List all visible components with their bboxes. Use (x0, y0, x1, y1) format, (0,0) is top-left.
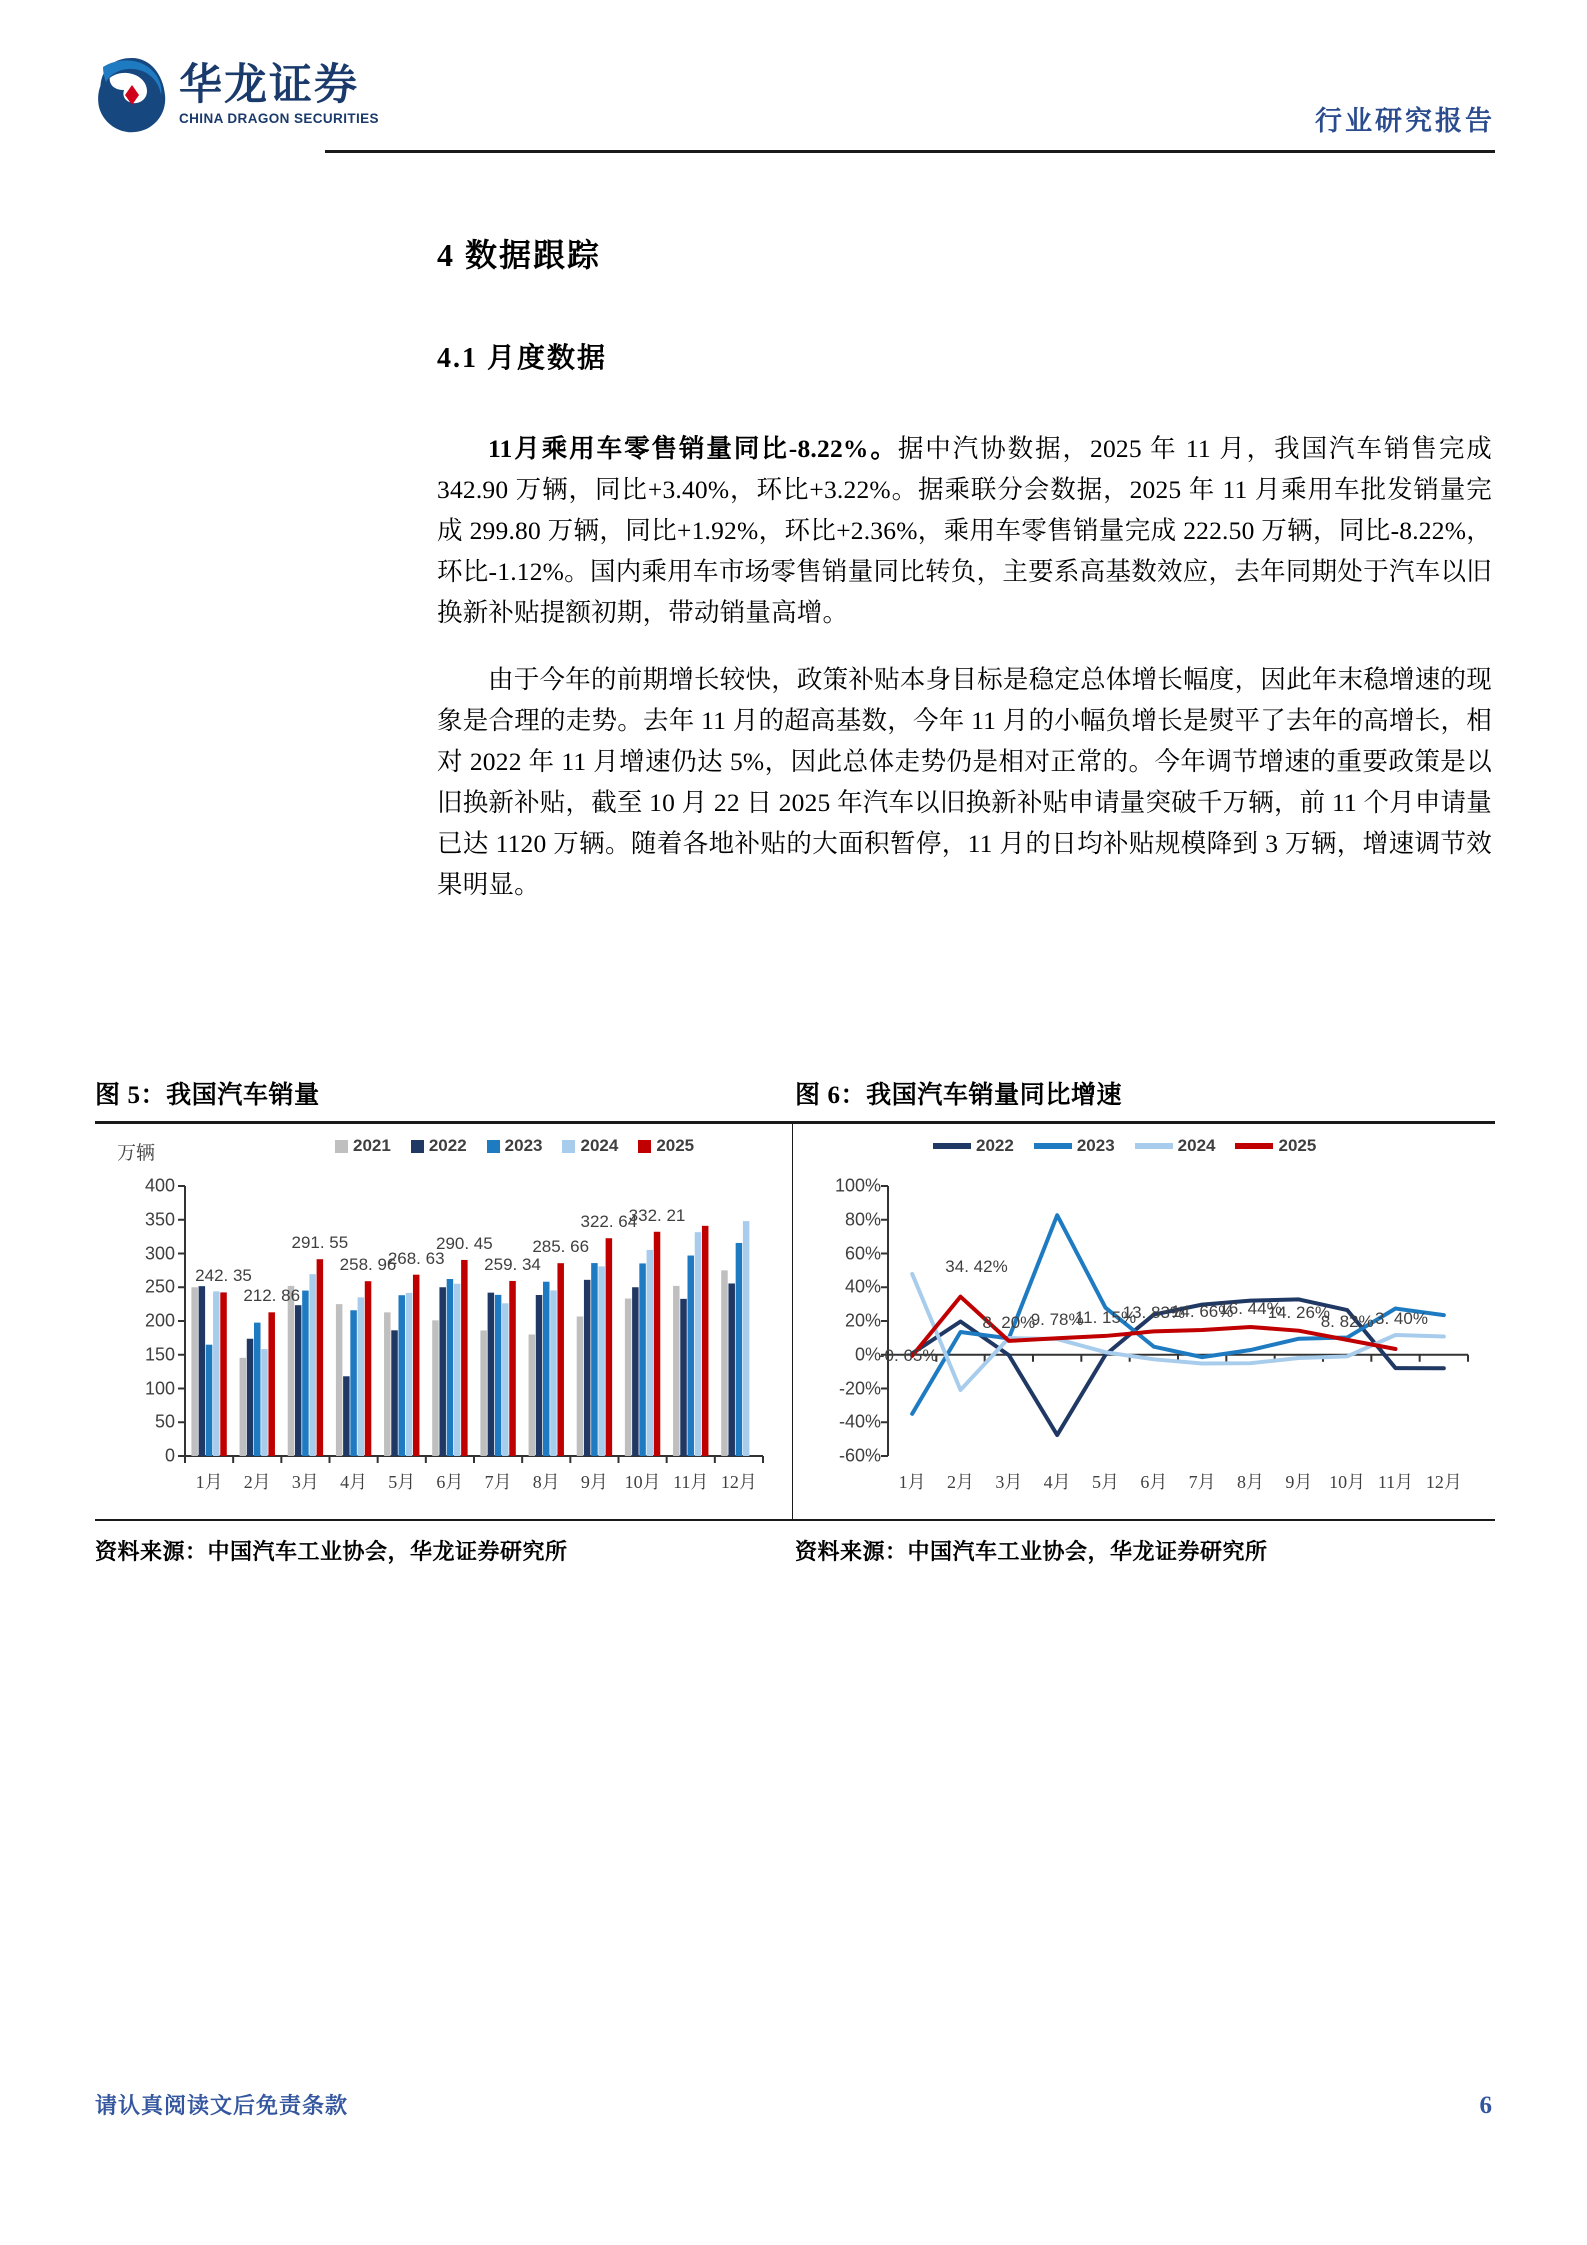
figure-titles-row (95, 1075, 1495, 1121)
legend-swatch-2025 (1235, 1143, 1273, 1149)
fig5-bar-label: 322. 64 (580, 1212, 638, 1232)
legend-item-2022 (933, 1136, 1014, 1156)
section-heading: 4 数据跟踪 (437, 237, 602, 273)
figure-6-source: 资料来源：中国汽车工业协会，华龙证券研究所 (795, 1539, 1268, 1564)
legend-label-2025: 2025 (1278, 1136, 1317, 1155)
header-divider (325, 150, 1495, 153)
legend-item-2022 (411, 1136, 467, 1156)
figure-5-chart (95, 1124, 793, 1519)
fig5-xtick: 2月 (243, 1472, 271, 1492)
fig6-point-label: 8. 20% (982, 1312, 1036, 1332)
fig6-xtick: 8月 (1237, 1472, 1264, 1492)
fig6-xtick: 12月 (1425, 1472, 1462, 1492)
fig6-xtick: 10月 (1329, 1472, 1366, 1492)
paragraph-1 (437, 428, 1492, 633)
legend-label-2022: 2022 (428, 1136, 467, 1155)
paragraph-1-body: 据中汽协数据，2025 年 11 月，我国汽车销售完成 342.90 万辆，同比+3.40%，环比+3.22%。据乘联分会数据，2025 年 11 月乘用车批发销量完成 299.80 万辆，同比+1.92%，环比+2.36%，乘用车零售销量完成 222.50 万辆，同比-8.22%，环比-1.12%。国内乘用车市场零售销量同比转负，主要系高基数效应，去年同期处于汽车以旧换新补贴提额初期，带动销量高增。 (437, 434, 1492, 627)
figure-5-title: 图 5：我国汽车销量 (95, 1082, 320, 1109)
document-content (437, 230, 1492, 905)
fig6-legend (933, 1136, 1316, 1156)
fig6-point-label: 8. 82% (1320, 1311, 1374, 1331)
fig5-xtick: 7月 (484, 1472, 512, 1492)
fig6-point-label: 14. 66% (1170, 1302, 1234, 1321)
dragon-logo-icon (95, 55, 169, 135)
fig5-bar-label: 242. 35 (195, 1266, 252, 1286)
fig5-bar-label: 285. 66 (532, 1237, 590, 1257)
page-footer (95, 2089, 1492, 2120)
fig5-ytick: 300 (144, 1243, 175, 1263)
fig6-xtick: 5月 (1092, 1472, 1119, 1492)
fig6-xtick: 6月 (1140, 1472, 1168, 1492)
legend-label-2023: 2023 (1076, 1136, 1115, 1155)
fig6-point-label: 3. 40% (1375, 1309, 1428, 1328)
legend-label-2024: 2024 (580, 1136, 619, 1155)
footer-disclaimer: 请认真阅读文后免责条款 (95, 2093, 349, 2118)
fig5-ytick: 0 (164, 1445, 175, 1466)
fig6-ytick: 60% (844, 1243, 881, 1263)
legend-label-2024: 2024 (1177, 1136, 1216, 1155)
legend-label-2023: 2023 (504, 1136, 543, 1155)
figure-6-title: 图 6：我国汽车销量同比增速 (795, 1082, 1123, 1109)
legend-label-2021: 2021 (353, 1136, 391, 1155)
paragraph-2: 由于今年的前期增长较快，政策补贴本身目标是稳定总体增长幅度，因此年末稳增速的现象是合理的走势。去年 11 月的超高基数，今年 11 月的小幅负增长是熨平了去年的高增长，相对 2022 年 11 月增速仍达 5%，因此总体走势仍是相对正常的。今年调节增速的重要政策是以旧换新补贴，截至 10 月 22 日 2025 年汽车以旧换新补贴申请量突破千万辆，前 11 个月申请量已达 1120 万辆。随着各地补贴的大面积暂停，11 月的日均补贴规模降到 3 万辆，增速调节效果明显。 (437, 665, 1492, 899)
legend-item-2024 (1135, 1136, 1216, 1156)
subsection-heading: 4.1 月度数据 (437, 343, 608, 374)
fig5-ytick: 150 (144, 1344, 175, 1365)
figure-sources-row (95, 1535, 1495, 1566)
fig6-point-label: 9. 78% (1030, 1310, 1084, 1330)
legend-item-2021 (335, 1136, 391, 1156)
fig6-point-label: 11. 15% (1074, 1307, 1137, 1327)
legend-swatch-2024 (1135, 1143, 1173, 1149)
fig5-plot (95, 1124, 793, 1519)
fig6-xtick: 2月 (947, 1472, 974, 1492)
fig5-ytick: 400 (144, 1175, 175, 1196)
fig6-ytick: 0% (854, 1344, 881, 1365)
fig5-bar-label: 258. 96 (339, 1255, 397, 1275)
legend-item-2025 (1235, 1136, 1316, 1156)
figure-5-source: 资料来源：中国汽车工业协会，华龙证券研究所 (95, 1539, 568, 1564)
fig6-xtick: 7月 (1188, 1472, 1216, 1492)
fig6-point-label: 16. 44% (1219, 1299, 1282, 1318)
fig6-xtick: 3月 (995, 1472, 1023, 1492)
document-type-label: 行业研究报告 (1315, 106, 1495, 136)
fig6-xtick: 11月 (1377, 1472, 1414, 1492)
fig6-ytick: -60% (838, 1445, 881, 1466)
fig5-bar-label: 290. 45 (435, 1233, 493, 1253)
fig5-bar-label: 291. 55 (291, 1233, 349, 1253)
fig5-xtick: 1月 (195, 1472, 223, 1492)
fig6-ytick: 20% (844, 1310, 881, 1331)
fig6-ytick: -40% (838, 1411, 881, 1432)
figures-frame (95, 1121, 1495, 1521)
fig6-point-label: 34. 42% (945, 1256, 1008, 1276)
legend-swatch-2025 (638, 1140, 651, 1153)
fig5-xtick: 10月 (624, 1472, 661, 1492)
fig6-point-label: -0. 65% (878, 1345, 938, 1365)
fig5-ytick: 100 (144, 1378, 175, 1398)
brand-name-cn: 华龙证券 (179, 62, 359, 110)
fig5-xtick: 4月 (340, 1472, 368, 1492)
fig5-ytick: 250 (144, 1276, 175, 1297)
fig5-bar-label: 259. 34 (484, 1254, 541, 1274)
fig6-ytick: 80% (844, 1209, 881, 1230)
page-header (95, 55, 1495, 150)
fig5-xtick: 3月 (291, 1472, 319, 1492)
figure-6-chart (793, 1124, 1491, 1519)
fig5-xtick: 12月 (720, 1472, 757, 1492)
legend-item-2024 (562, 1136, 618, 1156)
fig6-xtick: 9月 (1285, 1472, 1313, 1492)
legend-label-2022: 2022 (976, 1136, 1014, 1155)
fig5-xtick: 9月 (580, 1472, 608, 1492)
fig5-bar-label: 332. 21 (628, 1205, 686, 1225)
fig6-point-label: 14. 26% (1267, 1302, 1331, 1322)
legend-swatch-2024 (562, 1140, 575, 1153)
fig5-ytick: 350 (144, 1209, 175, 1230)
legend-item-2025 (638, 1136, 694, 1156)
legend-swatch-2021 (335, 1140, 348, 1153)
legend-item-2023 (1034, 1136, 1115, 1156)
fig5-xtick: 6月 (436, 1472, 464, 1492)
fig5-ytick: 50 (154, 1411, 175, 1432)
fig6-xtick: 4月 (1043, 1472, 1071, 1492)
brand-name-en: CHINA DRAGON SECURITIES (179, 111, 379, 127)
figures-block (95, 1075, 1495, 1566)
legend-swatch-2022 (933, 1143, 971, 1149)
legend-swatch-2023 (1034, 1143, 1072, 1149)
fig6-ytick: -20% (838, 1378, 881, 1398)
paragraph-1-lead: 11月乘用车零售销量同比-8.22%。 (488, 434, 898, 463)
fig6-ytick: 40% (844, 1276, 881, 1297)
fig5-ytick: 200 (144, 1310, 175, 1331)
fig5-legend (335, 1136, 694, 1156)
legend-item-2023 (487, 1136, 543, 1156)
fig6-xtick: 1月 (898, 1472, 926, 1492)
fig5-xtick: 11月 (673, 1472, 709, 1492)
fig5-y-unit: 万辆 (117, 1143, 156, 1164)
legend-label-2025: 2025 (656, 1136, 695, 1155)
legend-swatch-2022 (411, 1140, 424, 1153)
fig6-point-label: 13. 83% (1122, 1303, 1186, 1323)
fig5-bar-label: 212. 86 (243, 1286, 301, 1306)
legend-swatch-2023 (487, 1140, 500, 1153)
company-logo (95, 55, 379, 135)
fig6-ytick: 100% (834, 1175, 881, 1196)
footer-page-number: 6 (1479, 2092, 1492, 2119)
fig5-xtick: 5月 (388, 1472, 416, 1492)
fig5-xtick: 8月 (532, 1472, 560, 1492)
fig5-bar-label: 268. 63 (387, 1248, 445, 1268)
